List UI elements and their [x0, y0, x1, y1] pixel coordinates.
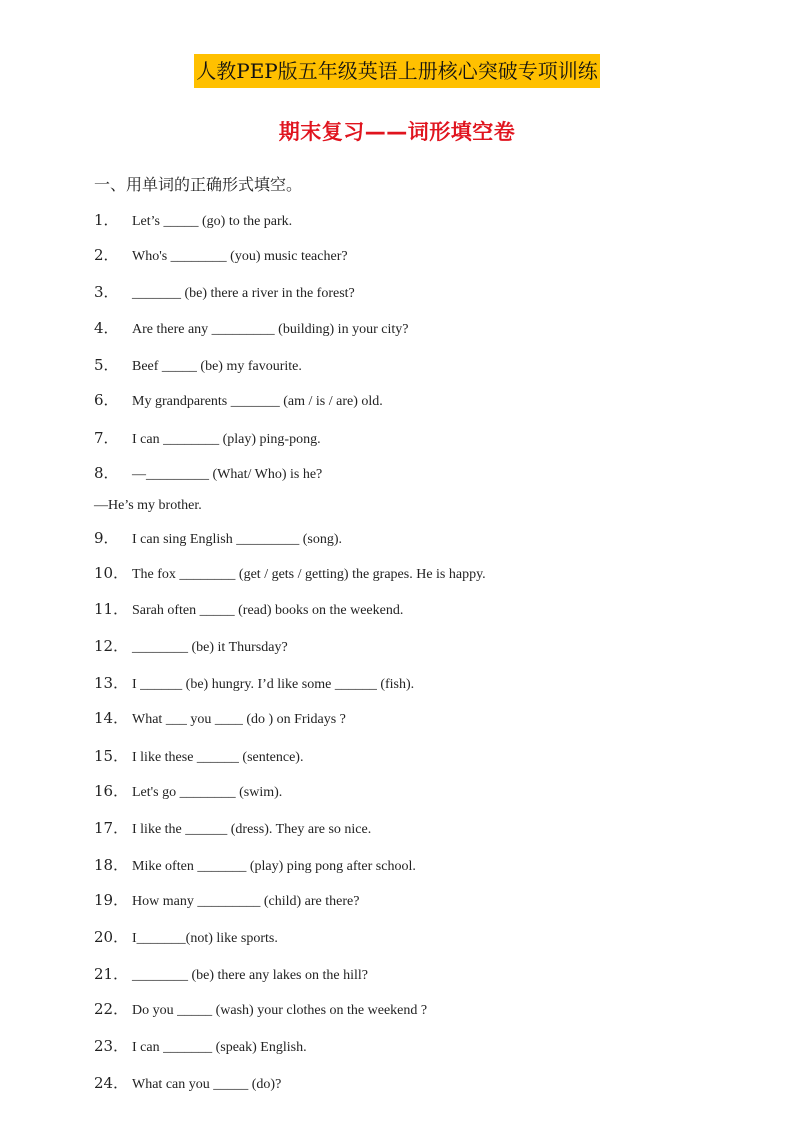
question-item	[94, 636, 734, 658]
dialogue-reply: —He’s my brother.	[94, 498, 202, 513]
question-text: ________ (be) it Thursday?	[132, 640, 288, 655]
question-number: 18．	[94, 856, 129, 874]
question-item	[94, 428, 734, 450]
question-item	[94, 1073, 734, 1095]
question-number: 2．	[94, 246, 119, 264]
question-text: I can ________ (play) ping-pong.	[132, 432, 321, 447]
page-title: 人教PEP版五年级英语上册核心突破专项训练	[194, 54, 600, 88]
question-text: I can sing English _________ (song).	[132, 532, 342, 547]
question-item	[94, 746, 734, 768]
question-number: 10．	[94, 564, 129, 582]
question-number: 20．	[94, 928, 129, 946]
question-text: I_______(not) like sports.	[132, 931, 278, 946]
question-text: Let’s _____ (go) to the park.	[132, 214, 293, 229]
question-text: The fox ________ (get / gets / getting) the grapes. He is happy.	[132, 567, 486, 582]
question-item	[94, 1036, 734, 1058]
question-number: 1．	[94, 211, 119, 229]
question-item	[94, 855, 734, 877]
question-item	[94, 999, 734, 1021]
question-number: 9．	[94, 529, 119, 547]
question-number: 16．	[94, 782, 129, 800]
section-heading: 一、用单词的正确形式填空。	[94, 175, 303, 194]
question-number: 23．	[94, 1037, 129, 1055]
question-item	[94, 390, 734, 412]
question-item	[94, 282, 734, 304]
question-text: What can you _____ (do)?	[132, 1077, 282, 1092]
question-text: I like these ______ (sentence).	[132, 750, 304, 765]
question-text: Mike often _______ (play) ping pong after school.	[132, 859, 416, 874]
question-text: Do you _____ (wash) your clothes on the weekend ?	[132, 1003, 428, 1018]
question-text: Who's ________ (you) music teacher?	[132, 249, 348, 264]
question-item	[94, 210, 734, 232]
question-number: 22．	[94, 1000, 129, 1018]
question-number: 15．	[94, 747, 129, 765]
question-text: —_________ (What/ Who) is he?	[132, 467, 323, 482]
question-item	[94, 964, 734, 986]
question-text: What ___ you ____ (do ) on Fridays ?	[132, 712, 346, 727]
question-item	[94, 708, 734, 730]
question-item	[94, 890, 734, 912]
question-item	[94, 318, 734, 340]
question-number: 3．	[94, 283, 119, 301]
question-item	[94, 245, 734, 267]
question-text: I like the ______ (dress). They are so nice.	[132, 822, 372, 837]
page-subtitle: 期末复习——词形填空卷	[278, 120, 516, 144]
question-item	[94, 355, 734, 377]
question-item	[94, 673, 734, 695]
question-number: 11．	[94, 600, 129, 618]
question-text: My grandparents _______ (am / is / are) old.	[132, 394, 383, 409]
question-number: 19．	[94, 891, 129, 909]
question-text: I ______ (be) hungry. I’d like some ______ (fish).	[132, 677, 415, 692]
question-text: Sarah often _____ (read) books on the weekend.	[132, 603, 404, 618]
question-item	[94, 463, 734, 485]
question-number: 14．	[94, 709, 129, 727]
question-number: 4．	[94, 319, 119, 337]
title-banner	[0, 54, 794, 88]
question-text: How many _________ (child) are there?	[132, 894, 360, 909]
question-item	[94, 781, 734, 803]
question-item	[94, 599, 734, 621]
question-text: _______ (be) there a river in the forest?	[132, 286, 355, 301]
question-number: 24．	[94, 1074, 129, 1092]
question-number: 8．	[94, 464, 119, 482]
question-item	[94, 818, 734, 840]
question-item	[94, 927, 734, 949]
question-text: Beef _____ (be) my favourite.	[132, 359, 302, 374]
question-number: 12．	[94, 637, 129, 655]
question-number: 6．	[94, 391, 119, 409]
question-item	[94, 528, 734, 550]
question-number: 7．	[94, 429, 119, 447]
question-text: I can _______ (speak) English.	[132, 1040, 307, 1055]
question-number: 21．	[94, 965, 129, 983]
question-item	[94, 563, 734, 585]
question-number: 17．	[94, 819, 129, 837]
question-number: 13．	[94, 674, 129, 692]
question-number: 5．	[94, 356, 119, 374]
question-text: Are there any _________ (building) in your city?	[132, 322, 409, 337]
question-text: Let's go ________ (swim).	[132, 785, 283, 800]
question-text: ________ (be) there any lakes on the hill?	[132, 968, 368, 983]
